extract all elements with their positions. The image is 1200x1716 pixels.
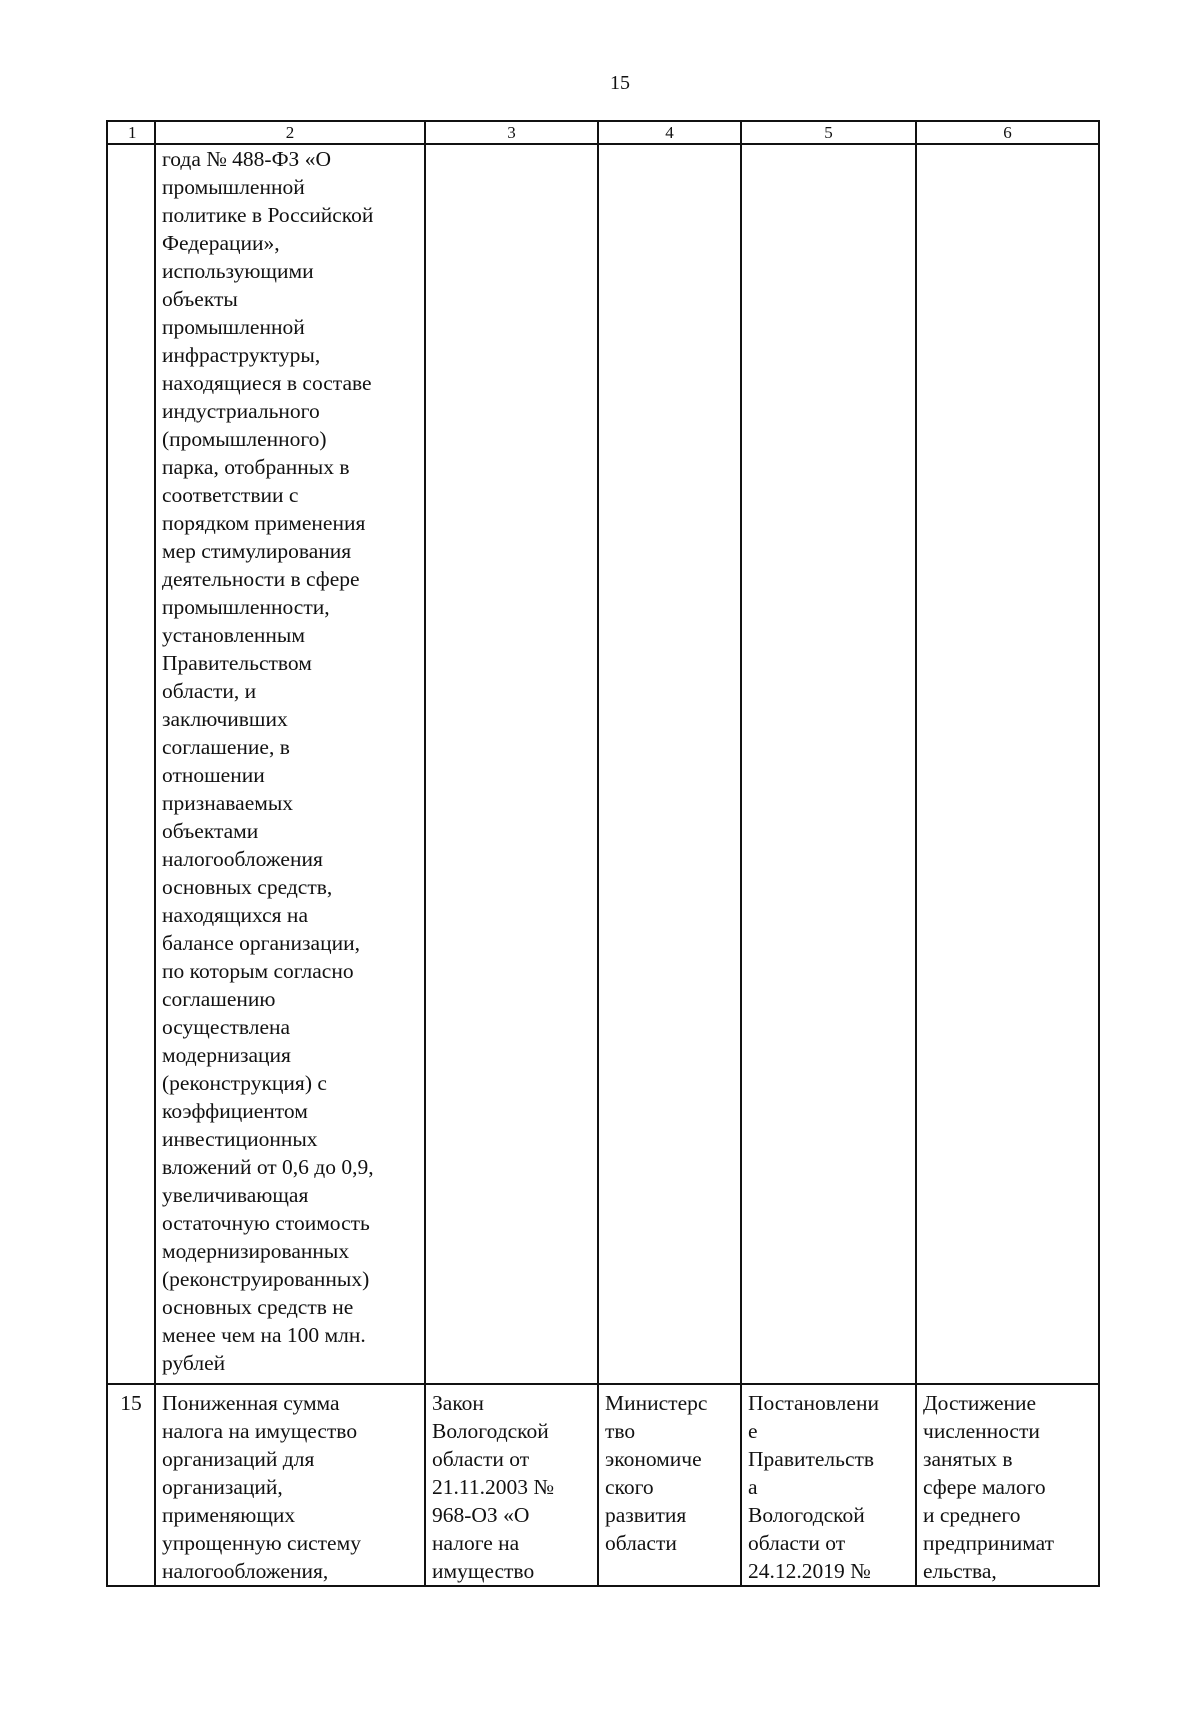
page-number: 15	[610, 72, 630, 94]
text-line: соглашению	[162, 987, 276, 1011]
text-line: основных средств,	[162, 875, 333, 899]
text-line: признаваемых	[162, 791, 294, 815]
text-line: организаций для	[162, 1447, 315, 1471]
text-line: е	[748, 1419, 758, 1443]
text-line: налога на имущество	[162, 1419, 358, 1443]
text-line: экономиче	[605, 1447, 702, 1471]
text-line: 21.11.2003 №	[432, 1475, 554, 1499]
column-number-1: 1	[107, 121, 155, 144]
text-line: соответствии с	[162, 483, 299, 507]
text-line: области	[605, 1531, 677, 1555]
text-line: имущество	[432, 1559, 535, 1583]
row-15-description-cell	[155, 1384, 425, 1586]
text-line: Достижение	[923, 1391, 1037, 1415]
text-line: коэффициентом	[162, 1099, 308, 1123]
text-line: налогообложения	[162, 847, 323, 871]
text-line: ского	[605, 1475, 654, 1499]
text-line: Федерации»,	[162, 231, 280, 255]
continued-row-description-cell	[155, 144, 425, 1384]
text-line: парка, отобранных в	[162, 455, 350, 479]
continued-row-legal-act-cell	[425, 144, 598, 1384]
continued-row	[107, 144, 1099, 1384]
row-15-goal-cell	[916, 1384, 1099, 1586]
text-line: осуществлена	[162, 1015, 291, 1039]
text-line: балансе организации,	[162, 931, 360, 955]
text-line: года № 488-ФЗ «О	[162, 147, 331, 171]
text-line: применяющих	[162, 1503, 296, 1527]
column-number-6: 6	[916, 121, 1099, 144]
text-line: организаций,	[162, 1475, 283, 1499]
text-line: Министерс	[605, 1391, 708, 1415]
text-line: мер стимулирования	[162, 539, 352, 563]
column-number-5: 5	[741, 121, 916, 144]
benefits-table	[106, 120, 1100, 1587]
text-line: занятых в	[923, 1447, 1013, 1471]
text-line: инфраструктуры,	[162, 343, 321, 367]
text-line: промышленности,	[162, 595, 330, 619]
text-line: Вологодской	[432, 1419, 549, 1443]
text-line: находящиеся в составе	[162, 371, 372, 395]
text-line: Вологодской	[748, 1503, 865, 1527]
text-line: 24.12.2019 №	[748, 1559, 871, 1583]
text-line: порядком применения	[162, 511, 366, 535]
text-line: сфере малого	[923, 1475, 1046, 1499]
text-line: по которым согласно	[162, 959, 354, 983]
text-line: объекты	[162, 287, 238, 311]
continued-row-regulation-cell	[741, 144, 916, 1384]
text-line: индустриального	[162, 399, 320, 423]
text-line: Закон	[432, 1391, 484, 1415]
text-line: Правительств	[748, 1447, 875, 1471]
text-line: налогообложения,	[162, 1559, 329, 1583]
text-line: основных средств не	[162, 1295, 354, 1319]
text-line: остаточную стоимость	[162, 1211, 370, 1235]
text-line: соглашение, в	[162, 735, 290, 759]
text-line: и среднего	[923, 1503, 1021, 1527]
text-line: установленным	[162, 623, 305, 647]
text-line: инвестиционных	[162, 1127, 318, 1151]
text-line: модернизированных	[162, 1239, 350, 1263]
continued-row-goal-cell	[916, 144, 1099, 1384]
text-line: менее чем на 100 млн.	[162, 1323, 366, 1347]
text-line: тво	[605, 1419, 636, 1443]
table-row-15	[107, 1384, 1099, 1586]
text-line: увеличивающая	[162, 1183, 309, 1207]
text-line: ельства,	[923, 1559, 997, 1583]
text-line: рублей	[162, 1351, 226, 1375]
text-line: деятельности в сфере	[162, 567, 360, 591]
row-15-legal-act-cell	[425, 1384, 598, 1586]
text-line: области от	[432, 1447, 530, 1471]
text-line: а	[748, 1475, 758, 1499]
text-line: отношении	[162, 763, 265, 787]
text-line: области от	[748, 1531, 846, 1555]
text-line: промышленной	[162, 175, 305, 199]
row-15-curator-cell	[598, 1384, 741, 1586]
text-line: (реконструкция) с	[162, 1071, 327, 1095]
text-line: предпринимат	[923, 1531, 1055, 1555]
text-line: политике в Российской	[162, 203, 374, 227]
text-line: модернизация	[162, 1043, 291, 1067]
text-line: промышленной	[162, 315, 305, 339]
row-15-number: 15	[107, 1384, 155, 1586]
text-line: развития	[605, 1503, 687, 1527]
column-number-4: 4	[598, 121, 741, 144]
continued-row-curator-cell	[598, 144, 741, 1384]
continued-row-number-cell	[107, 144, 155, 1384]
column-number-3: 3	[425, 121, 598, 144]
row-15-regulation-cell	[741, 1384, 916, 1586]
text-line: (реконструированных)	[162, 1267, 370, 1291]
text-line: Правительством	[162, 651, 312, 675]
text-line: упрощенную систему	[162, 1531, 361, 1555]
text-line: объектами	[162, 819, 259, 843]
text-line: находящихся на	[162, 903, 308, 927]
text-line: налоге на	[432, 1531, 520, 1555]
text-line: Пониженная сумма	[162, 1391, 340, 1415]
text-line: вложений от 0,6 до 0,9,	[162, 1155, 374, 1179]
text-line: области, и	[162, 679, 257, 703]
column-number-2: 2	[155, 121, 425, 144]
text-line: использующими	[162, 259, 314, 283]
text-line: 968-ОЗ «О	[432, 1503, 530, 1527]
text-line: численности	[923, 1419, 1040, 1443]
text-line: заключивших	[162, 707, 288, 731]
text-line: Постановлени	[748, 1391, 879, 1415]
column-number-header-row	[107, 121, 1099, 144]
text-line: (промышленного)	[162, 427, 327, 451]
